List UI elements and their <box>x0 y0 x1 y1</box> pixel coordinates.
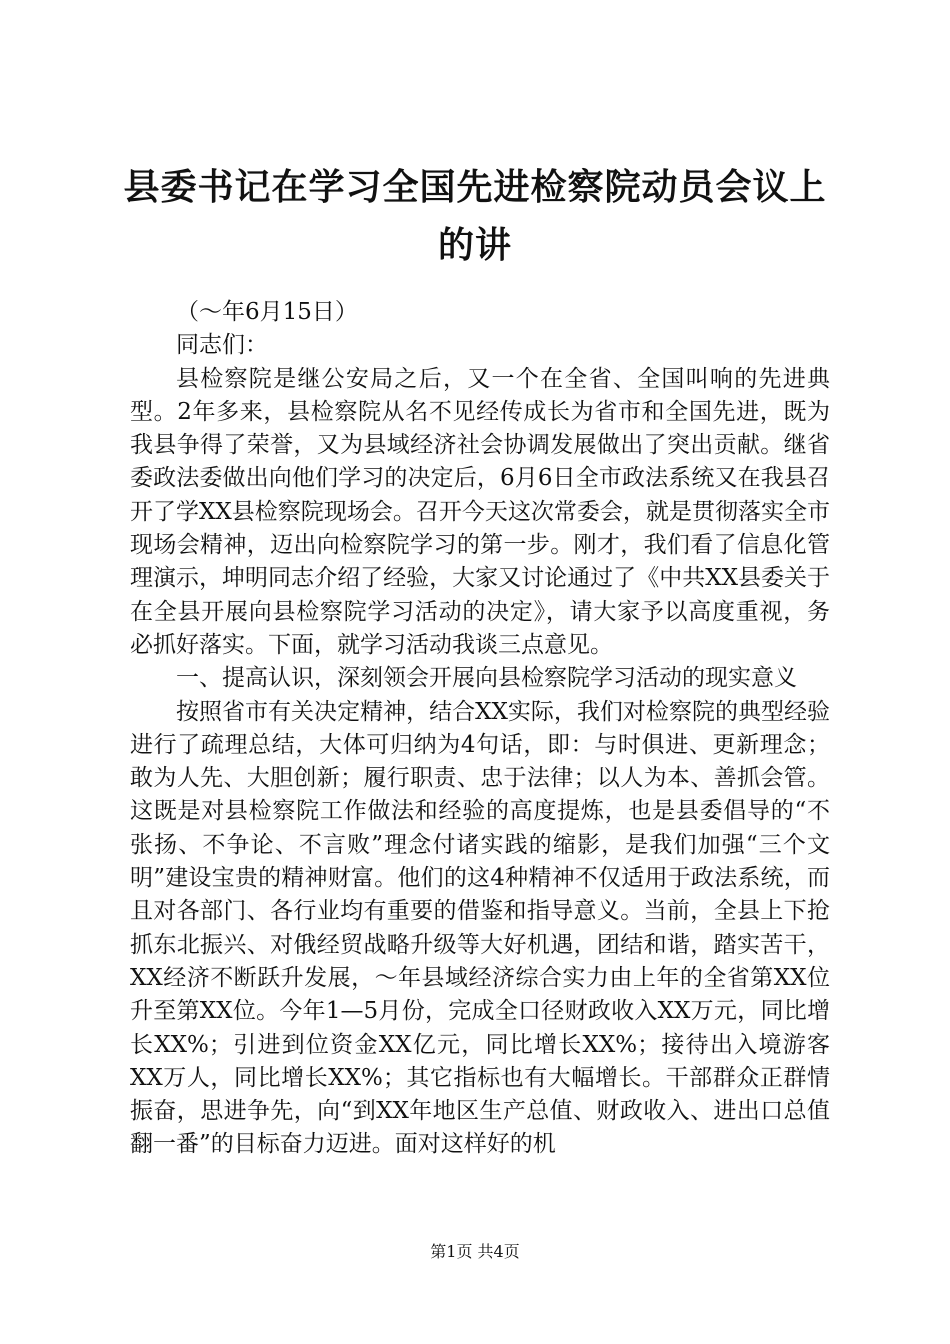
document-body <box>130 296 830 1162</box>
page-footer: 第1页 共4页 <box>430 1242 520 1261</box>
section-heading: 一、提高认识，深刻领会开展向县检察院学习活动的现实意义 <box>176 665 797 692</box>
date-line: （～年6月15日） <box>176 299 358 325</box>
body-paragraph: 县检察院是继公安局之后，又一个在全省、全国叫响的先进典型。2年多来，县检察院从名不见经传成长为省市和全国先进，既为我县争得了荣誉，又为县域经济社会协调发展做出了突出贡献。继省委政法委做出向他们学习的决定后，6月6日全市政法系统又在我县召开了学XX县检察院现场会。召开今天这次常委会，就是贯彻落实全市现场会精神，迈出向检察院学习的第一步。刚才，我们看了信息化管理演示，坤明同志介绍了经验，大家又讨论通过了《中共XX县委关于在全县开展向县检察院学习活动的决定》，请大家予以高度重视，务必抓好落实。下面，就学习活动我谈三点意见。 <box>130 365 830 658</box>
body-paragraph: 按照省市有关决定精神，结合XX实际，我们对检察院的典型经验进行了疏理总结，大体可归纳为4句话，即：与时俱进、更新理念；敢为人先、大胆创新；履行职责、忠于法律；以人为本、善抓会管。这既是对县检察院工作做法和经验的高度提炼，也是县委倡导的“不张扬、不争论、不言败”理念付诸实践的缩影，是我们加强“三个文明”建设宝贵的精神财富。他们的这4种精神不仅适用于政法系统，而且对各部门、各行业均有重要的借鉴和指导意义。当前，全县上下抢抓东北振兴、对俄经贸战略升级等大好机遇，团结和谐，踏实苦干，XX经济不断跃升发展，～年县域经济综合实力由上年的全省第XX位升至第XX位。今年1—5月份，完成全口径财政收入XX万元，同比增长XX%；引进到位资金XX亿元，同比增长XX%；接待出入境游客XX万人，同比增长XX%；其它指标也有大幅增长。干部群众正群情振奋，思进争先，向“到XX年地区生产总值、财政收入、进出口总值翻一番”的目标奋力迈进。面对这样好的机 <box>130 698 830 1158</box>
document-title: 县委书记在学习全国先进检察院动员会议上的讲 <box>123 166 827 266</box>
salutation: 同志们： <box>176 332 268 359</box>
